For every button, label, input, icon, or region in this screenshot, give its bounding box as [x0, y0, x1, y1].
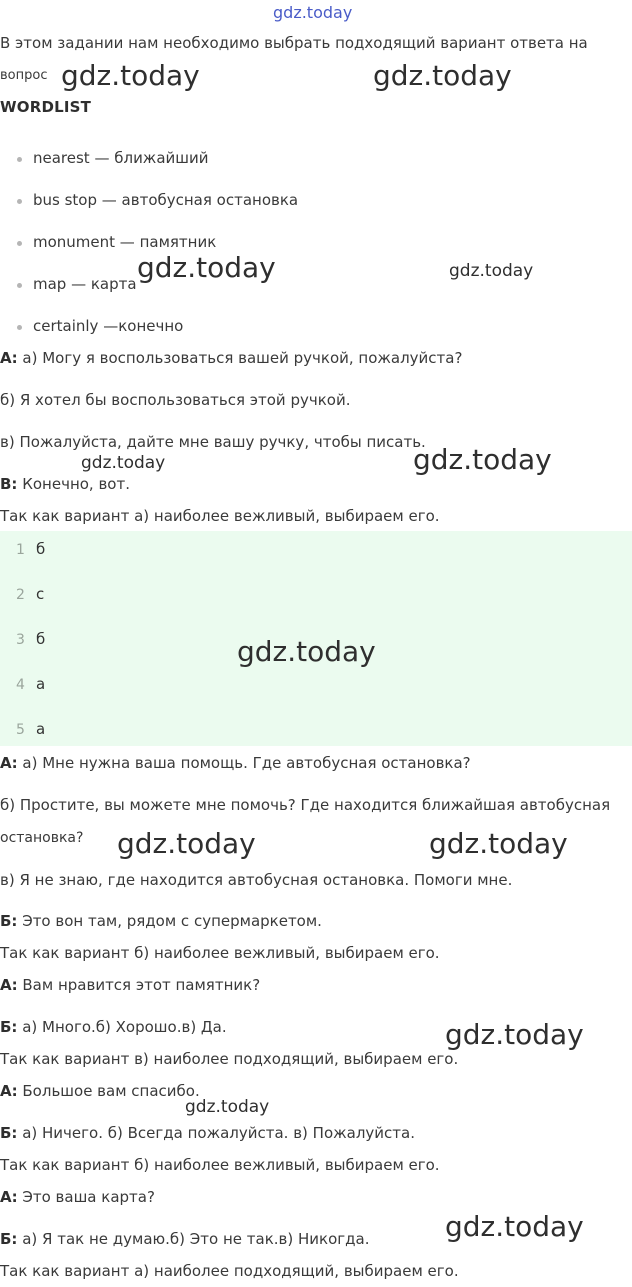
dialog5-explanation: Так как вариант а) наиболее подходящий, выбираем его. [0, 1262, 459, 1280]
dialog1-option-b: б) Я хотел бы воспользоваться этой ручкой. [0, 391, 351, 409]
speaker-label: А: [0, 1188, 18, 1206]
answer-value: б [36, 540, 46, 558]
dialog1-explanation: Так как вариант а) наиболее вежливый, выбираем его. [0, 507, 440, 525]
bullet-icon [17, 157, 22, 162]
answer-value: а [36, 675, 46, 693]
option-text: а) Ничего. б) Всегда пожалуйста. в) Пожалуйста. [22, 1124, 415, 1142]
watermark: gdz.today [449, 261, 534, 281]
speaker-label: А: [0, 976, 18, 994]
intro-line-2: вопрос [0, 68, 48, 83]
speaker-label: А: [0, 754, 18, 772]
answer-number: 4 [16, 677, 25, 693]
dialog3-question [0, 976, 260, 994]
answer-row [16, 675, 45, 693]
wordlist-heading: WORDLIST [0, 98, 92, 116]
question-text: Большое вам спасибо. [22, 1082, 200, 1100]
dialog3-explanation: Так как вариант в) наиболее подходящий, выбираем его. [0, 1050, 459, 1068]
wordlist-item: nearest — ближайший [33, 149, 209, 167]
speaker-label: Б: [0, 1124, 18, 1142]
dialog2-explanation: Так как вариант б) наиболее вежливый, выбираем его. [0, 944, 440, 962]
wordlist-item: map — карта [33, 275, 137, 293]
watermark: gdz.today [445, 1018, 584, 1051]
answer-number: 3 [16, 632, 25, 648]
dialog3-options [0, 1018, 227, 1036]
dialog2-option-b-2: остановка? [0, 830, 84, 846]
watermark: gdz.today [445, 1210, 584, 1243]
dialog5-question [0, 1188, 155, 1206]
dialog4-explanation: Так как вариант б) наиболее вежливый, выбираем его. [0, 1156, 440, 1174]
answer-number: 5 [16, 722, 25, 738]
answer-row [16, 720, 45, 738]
speaker-label: Б: [0, 1018, 18, 1036]
answer-number: 1 [16, 542, 25, 558]
speaker-label: А: [0, 349, 18, 367]
speaker-label: Б: [0, 912, 18, 930]
answer-value: б [36, 630, 46, 648]
watermark: gdz.today [81, 453, 166, 473]
wordlist-item: certainly —конечно [33, 317, 184, 335]
reply-text: Это вон там, рядом с супермаркетом. [22, 912, 322, 930]
wordlist-item: monument — памятник [33, 233, 217, 251]
answer-row [16, 630, 45, 648]
dialog2-reply [0, 912, 322, 930]
speaker-label: B: [0, 475, 18, 493]
bullet-icon [17, 199, 22, 204]
watermark: gdz.today [413, 443, 552, 476]
question-text: Вам нравится этот памятник? [22, 976, 261, 994]
watermark: gdz.today [373, 59, 512, 92]
reply-text: Конечно, вот. [22, 475, 130, 493]
bullet-icon [17, 325, 22, 330]
bullet-icon [17, 241, 22, 246]
bullet-icon [17, 283, 22, 288]
watermark: gdz.today [61, 59, 200, 92]
dialog4-question [0, 1082, 200, 1100]
dialog1-reply [0, 475, 130, 493]
option-text: а) Могу я воспользоваться вашей ручкой, пожалуйста? [22, 349, 463, 367]
answer-value: а [36, 720, 46, 738]
watermark: gdz.today [137, 251, 276, 284]
watermark: gdz.today [237, 635, 376, 668]
question-text: Это ваша карта? [22, 1188, 155, 1206]
wordlist-item: bus stop — автобусная остановка [33, 191, 299, 209]
watermark: gdz.today [429, 827, 568, 860]
answer-row [16, 585, 44, 603]
option-text: а) Я так не думаю.б) Это не так.в) Никогда. [22, 1230, 370, 1248]
dialog2-option-b-1: б) Простите, вы можете мне помочь? Где находится ближайшая автобусная [0, 796, 611, 814]
answer-row [16, 540, 45, 558]
dialog2-question [0, 754, 471, 772]
speaker-label: А: [0, 1082, 18, 1100]
answer-number: 2 [16, 587, 25, 603]
speaker-label: Б: [0, 1230, 18, 1248]
site-logo[interactable]: gdz.today [273, 3, 353, 22]
dialog5-options [0, 1230, 369, 1248]
dialog1-option-c: в) Пожалуйста, дайте мне вашу ручку, чтобы писать. [0, 433, 426, 451]
intro-line-1: В этом задании нам необходимо выбрать подходящий вариант ответа на [0, 34, 588, 52]
watermark: gdz.today [117, 827, 256, 860]
dialog4-options [0, 1124, 415, 1142]
option-text: а) Много.б) Хорошо.в) Да. [22, 1018, 227, 1036]
watermark: gdz.today [185, 1097, 270, 1117]
dialog2-option-c: в) Я не знаю, где находится автобусная остановка. Помоги мне. [0, 871, 513, 889]
dialog1-question [0, 349, 462, 367]
answer-value: с [36, 585, 45, 603]
option-text: а) Мне нужна ваша помощь. Где автобусная остановка? [22, 754, 471, 772]
